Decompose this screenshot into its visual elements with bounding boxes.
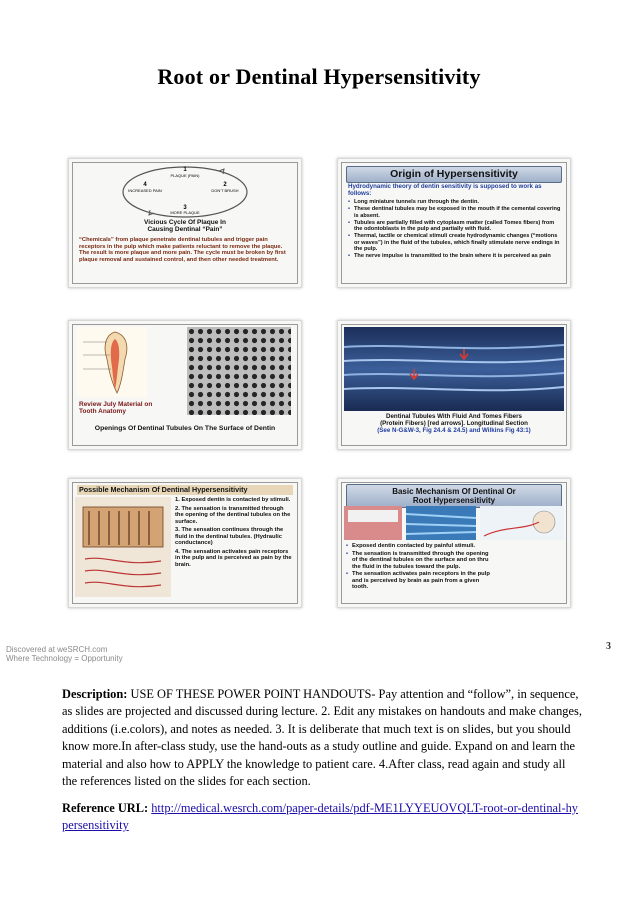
slide-tubule-caption: Openings Of Dentinal Tubules On The Surface of Dentin: [94, 425, 276, 432]
slide-mechanism-steps: [175, 497, 293, 568]
slide-basic-mechanism: [337, 478, 571, 608]
slide-origin-lead: Hydrodynamic theory of dentin sensitivity is supposed to work as follows:: [348, 183, 542, 197]
slide-basic-title-line1: Basic Mechanism Of Dentinal Or: [392, 487, 516, 496]
cycle-node-1-num: 1: [183, 167, 187, 173]
list-item: • Long miniature tunnels run through the dentin.: [348, 199, 562, 205]
cycle-body: “Chemicals” from plaque penetrate dentinal tubules and trigger pain receptors in the pulp which make patients reluctant to remove the plaque. The result is more plaque and more pain. The cycle must be broken by first plaque removal and sustained control, and then other needed treatment.: [79, 237, 286, 263]
slide-basic-title: [346, 484, 562, 508]
cycle-node-1-label: PLAQUE (PAIN): [170, 173, 200, 178]
list-item: 2. The sensation is transmitted through the opening of the dentinal tubules on the surface.: [175, 505, 291, 525]
slide-basic-bullets: [346, 543, 494, 592]
slide-tubules-fluid: [337, 320, 571, 450]
cycle-node-2-label: DON'T BRUSH: [211, 188, 239, 193]
watermark-line1: Discovered at weSRCH.com: [6, 645, 108, 654]
list-item: • Thermal, tactile or chemical stimuli create hydrodynamic changes (“motions or waves”) in the fluid of the tubules, which finally stimulate nerve endings in the pulp.: [348, 233, 562, 252]
mechanism-diagram: [75, 497, 171, 597]
list-item: • The sensation is transmitted through the opening of the dentinal tubules on the surface and on thru the fluid in the tubules toward the pulp.: [346, 551, 494, 571]
list-item: • Exposed dentin contacted by painful stimuli.: [346, 543, 494, 550]
caption-line-1: Dentinal Tubules With Fluid And Tomes Fibers: [386, 413, 522, 420]
slide-tubules-caption: [346, 413, 562, 435]
description-label: Description:: [62, 687, 128, 701]
cycle-node-2-num: 2: [223, 182, 227, 188]
slide-basic-title-line2: Root Hypersensitivity: [412, 496, 496, 505]
slide-mechanism-title: Possible Mechanism Of Dentinal Hypersensitivity: [77, 485, 293, 495]
cycle-title: [89, 219, 281, 233]
tooth-diagram: [77, 327, 147, 397]
list-item: • The sensation activates pain receptors in the pulp and is perceived by brain as pain from a given tooth.: [346, 571, 494, 591]
slide-origin: [337, 158, 571, 288]
slide-possible-mechanism: [68, 478, 302, 608]
list-item: 3. The sensation continues through the fluid in the dentinal tubules. (Hydraulic conductance): [175, 527, 284, 546]
slide-tubule-openings: [68, 320, 302, 450]
cycle-title-line2: Causing Dentinal “Pain”: [147, 226, 223, 233]
slide-review-text: Review July Material on Tooth Anatomy: [79, 401, 153, 416]
cycle-title-line1: Vicious Cycle Of Plaque In: [144, 219, 226, 226]
watermark: [6, 645, 123, 663]
slide-origin-bullets: [348, 199, 562, 261]
list-item: 4. The sensation activates pain receptors in the pulp and is perceived as pain by the brain.: [175, 548, 292, 568]
cycle-node-3-num: 3: [183, 205, 187, 211]
cycle-node-3-label: MORE PLAQUE: [170, 210, 200, 215]
page-number: 3: [606, 641, 611, 652]
basic-mechanism-images: [344, 506, 564, 540]
caption-line-3: (See N-G&W-3, Fig 24.4 & 24.5) and Wilkins Fig 43:1): [377, 427, 531, 435]
reference-label: Reference URL:: [62, 801, 149, 815]
watermark-line2: Where Technology = Opportunity: [6, 654, 123, 663]
page-title: Root or Dentinal Hypersensitivity: [157, 64, 481, 89]
list-item: 1. Exposed dentin is contacted by stimuli.: [175, 497, 291, 503]
list-item: • Tubules are partially filled with cytoplasm matter (called Tomes fibers) from the odontoblasts in the pulp and partially with fluid.: [348, 220, 562, 233]
caption-line-2: (Protein Fibers) [red arrows]. Longitudinal Section: [380, 420, 528, 428]
slide-vicious-cycle: [68, 158, 302, 288]
slide-origin-title: Origin of Hypersensitivity: [346, 166, 562, 183]
reference-link[interactable]: http://medical.wesrch.com/paper-details/pdf-ME1LYYEUOVQLT-root-or-dentinal-hypersensitivity: [62, 801, 579, 833]
list-item: • These dentinal tubules may be exposed in the mouth if the cemental covering is absent.: [348, 206, 562, 219]
description: [62, 686, 582, 790]
reference: [62, 800, 582, 835]
list-item: • The nerve impulse is transmitted to the brain where it is perceived as pain: [348, 253, 562, 259]
cycle-node-4-num: 4: [143, 182, 147, 188]
description-text: USE OF THESE POWER POINT HANDOUTS- Pay attention and “follow”, in sequence, as slides are projected and discussed during lecture. 2. Edit any mistakes on handouts and make changes, additions (i.e.colors), and notes as needed. 3. It is deliberate that much text is on slides, but you should know more.In after-class study, use the hand-outs as a study outline and guide. Expand on and learn the material and also how to APPLY the knowledge to patient care. 4.After class, read again and study all the references listed on the slides for each section.: [62, 687, 582, 789]
cycle-node-4-label: INCREASED PAIN: [128, 188, 162, 193]
tubule-micrograph: [344, 327, 564, 411]
dentin-micrograph: [187, 327, 291, 415]
